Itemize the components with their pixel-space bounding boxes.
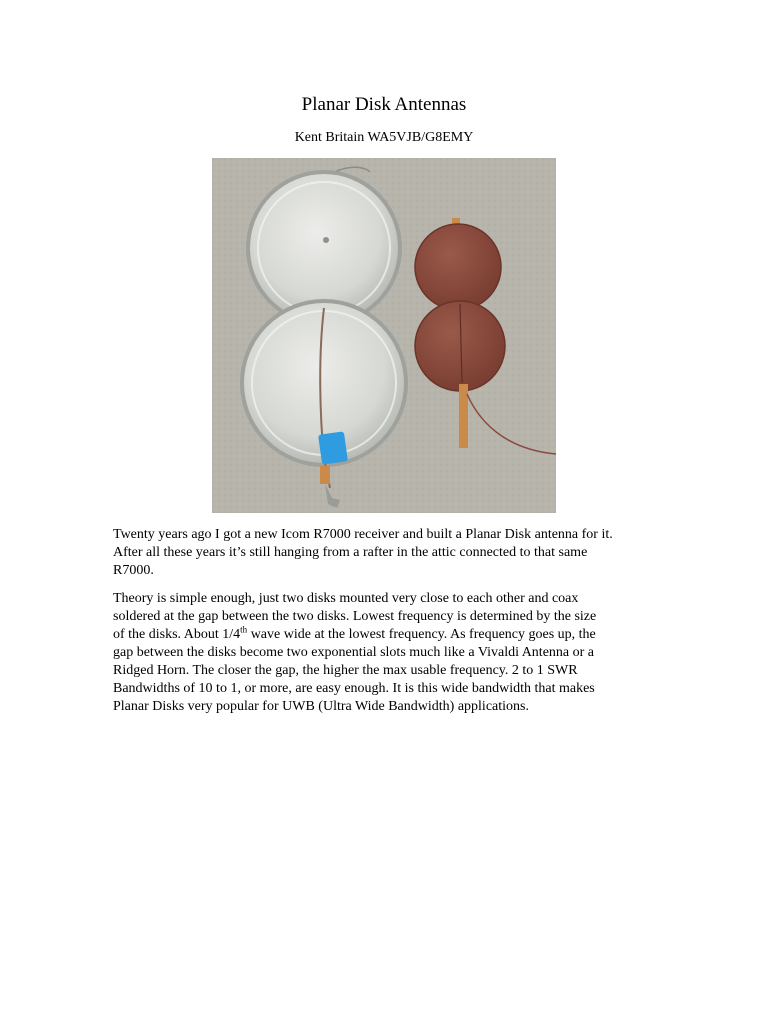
paragraph-2-line (113, 626, 673, 644)
bottom-wood-handle (320, 466, 330, 484)
paragraph-2-line: Bandwidths of 10 to 1, or more, are easy enough. It is this wide bandwidth that makes (113, 681, 595, 696)
document-title: Planar Disk Antennas (301, 94, 467, 115)
document-author: Kent Britain WA5VJB/G8EMY (294, 130, 474, 145)
paragraph-2-line: soldered at the gap between the two disks. Lowest frequency is determined by the size (113, 609, 597, 624)
paragraph-2-line: Ridged Horn. The closer the gap, the higher the max usable frequency. 2 to 1 SWR (113, 663, 578, 678)
paragraph-2-line: gap between the disks become two exponential slots much like a Vivaldi Antenna or a (113, 645, 595, 660)
top-copper-disk (415, 224, 501, 310)
paragraph-2-text: of the disks. About 1/4 (113, 627, 241, 642)
copper-bottom-handle (459, 384, 468, 448)
paragraph-2-text: wave wide at the lowest frequency. As frequency goes up, the (247, 627, 596, 642)
paragraph-2-line: Planar Disks very popular for UWB (Ultra Wide Bandwidth) applications. (113, 699, 529, 714)
paragraph-2 (113, 590, 673, 716)
paragraph-1-line: R7000. (113, 563, 154, 578)
antenna-photo (212, 158, 556, 513)
paragraph-1 (113, 526, 673, 580)
paragraph-1-line: After all these years it’s still hanging from a rafter in the attic connected to that same (113, 545, 588, 560)
blue-tape (318, 431, 348, 464)
paragraph-1-line: Twenty years ago I got a new Icom R7000 receiver and built a Planar Disk antenna for it. (113, 527, 613, 542)
paragraph-2-line: Theory is simple enough, just two disks mounted very close to each other and coax (113, 591, 579, 606)
superscript-th: th (240, 624, 248, 635)
